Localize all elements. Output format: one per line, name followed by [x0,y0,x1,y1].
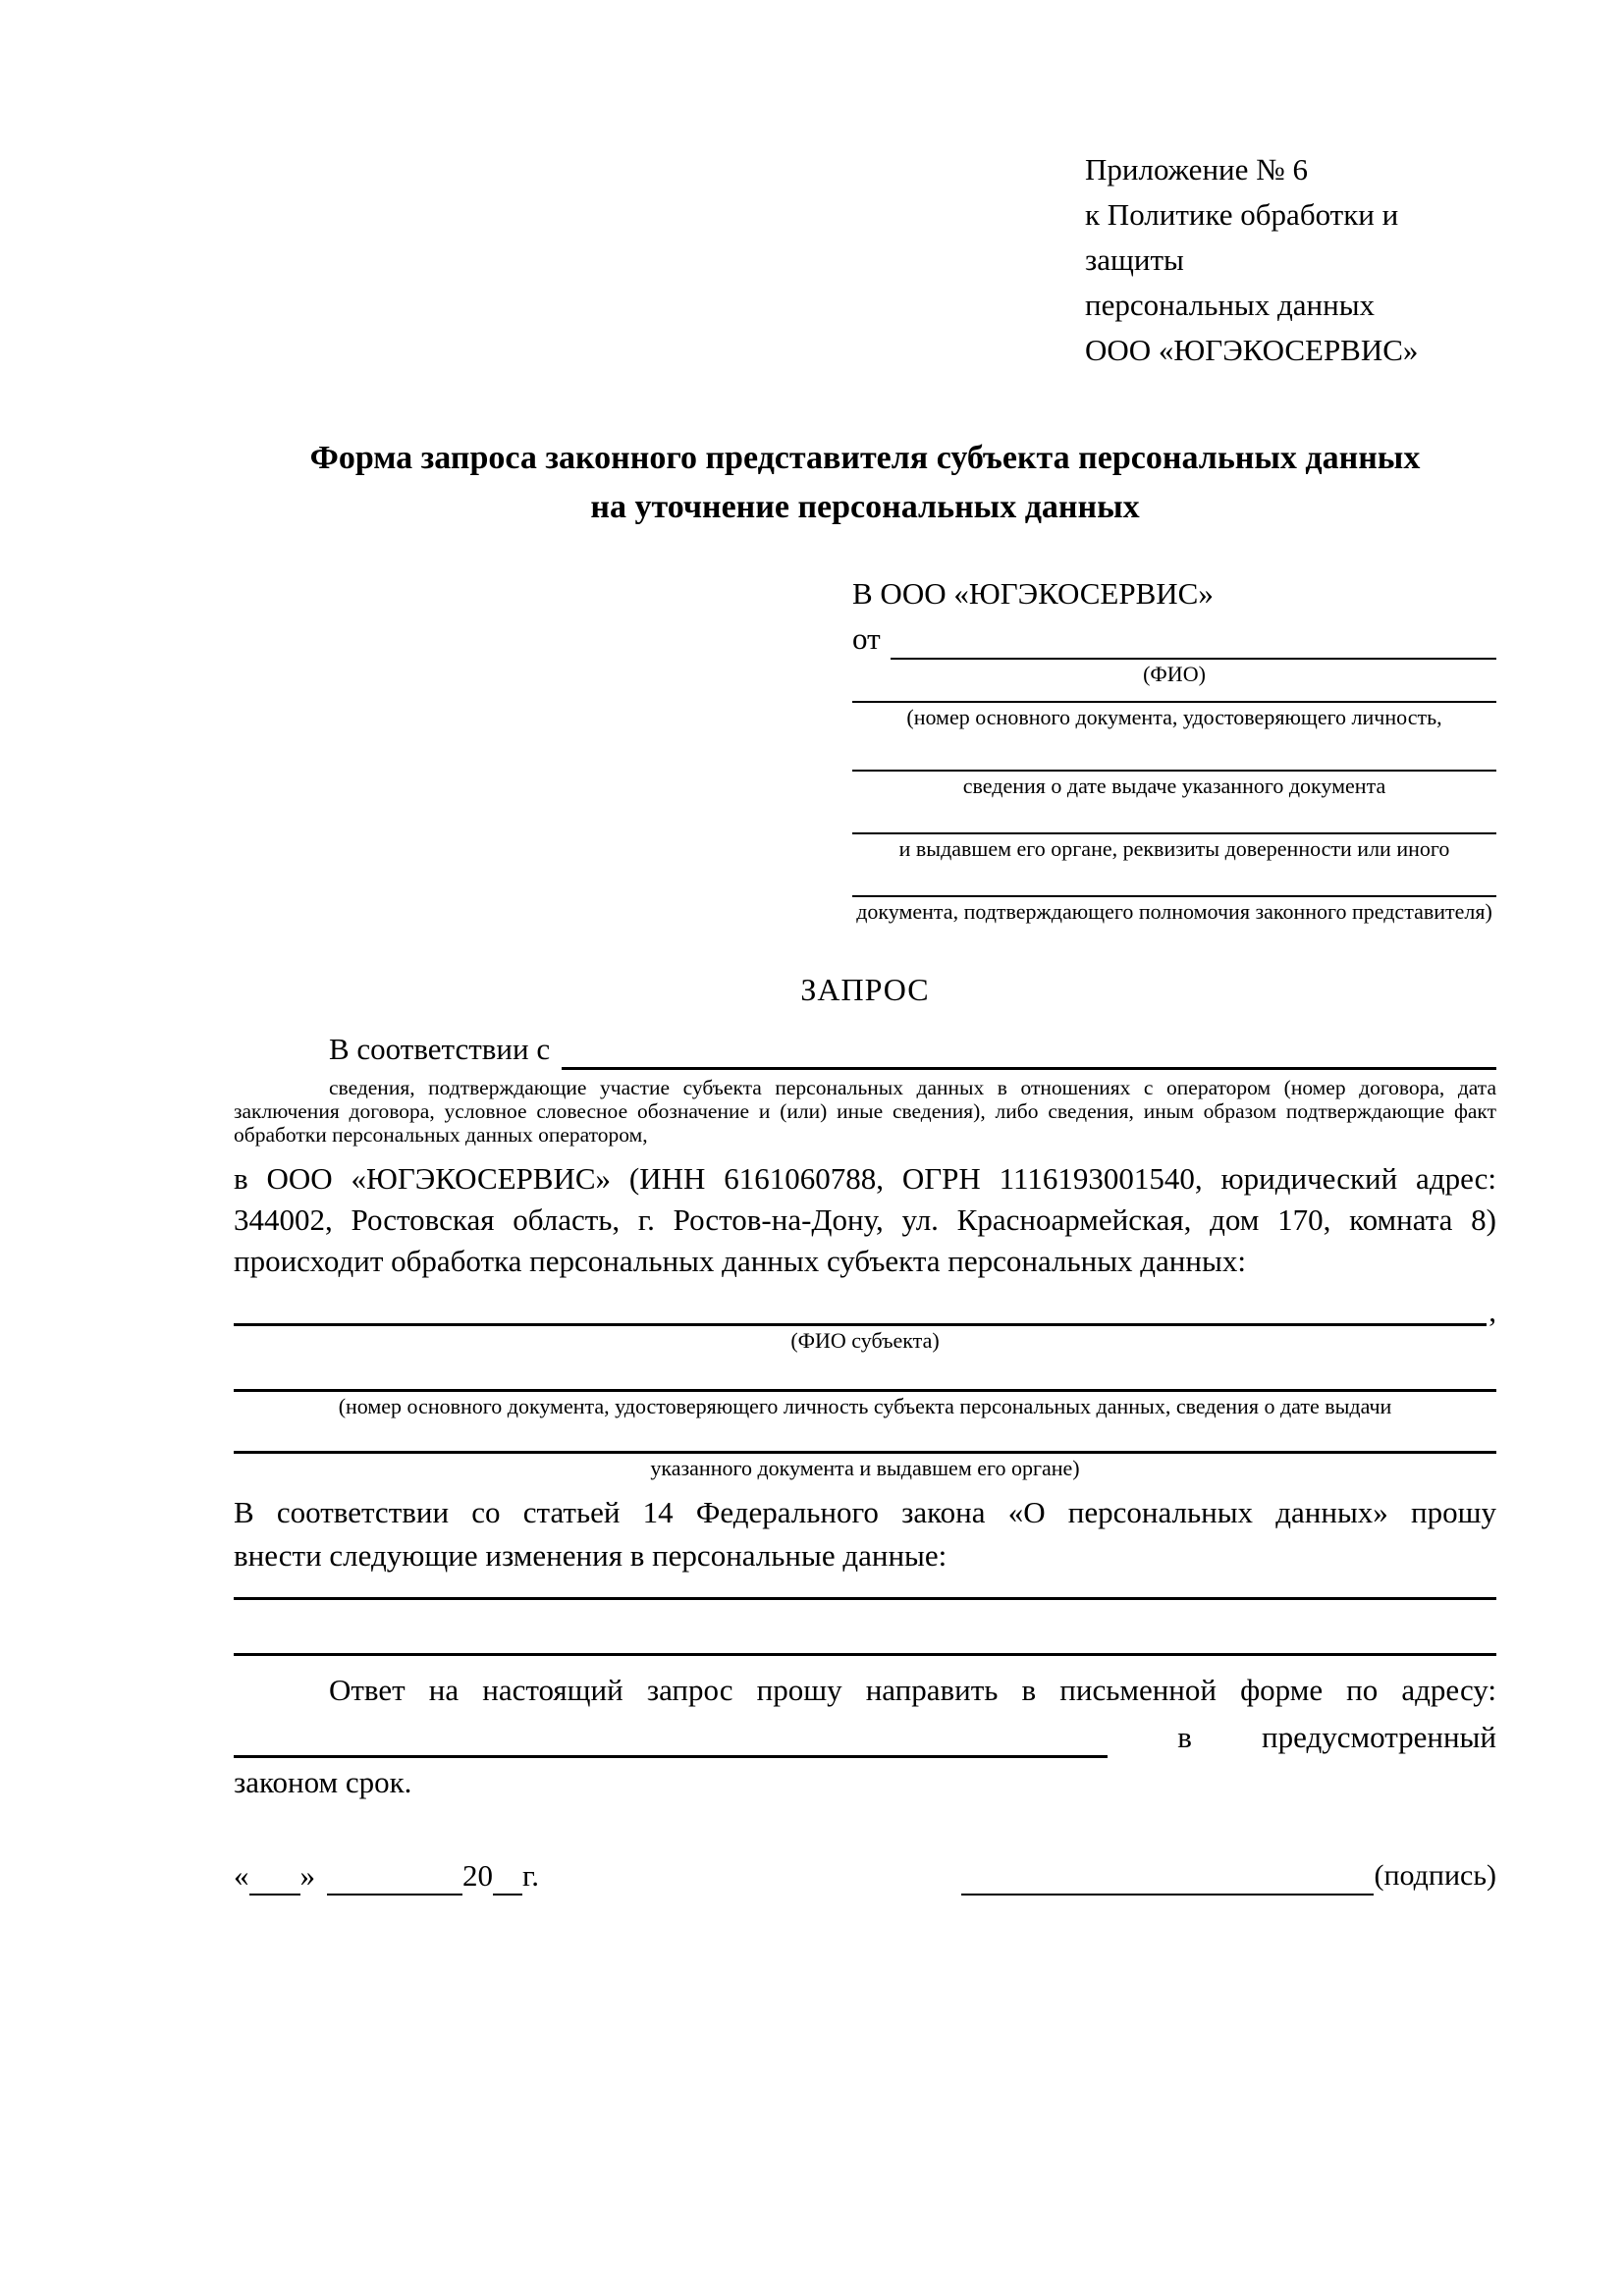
document-content [234,0,1496,1896]
fio-caption: (ФИО) [1143,662,1206,686]
appendix-line-3: персональных данных [1085,288,1376,322]
changes-blank-field-2 [234,1600,1496,1656]
answer-word-in: в [1177,1720,1192,1754]
subject-document-caption-2: указанного документа и выдавшем его органе) [650,1456,1080,1480]
operator-line-1: в ООО «ЮГЭКОСЕРВИС» (ИНН 6161060788, ОГРН 1116193001540, юридический адрес: [234,1161,1496,1196]
signature-field [961,1856,1496,1896]
subject-fio-blank-field [234,1282,1487,1326]
subject-document-blank-field-2 [234,1421,1496,1454]
date-field [234,1856,539,1896]
form-title-line-1: Форма запроса законного представителя субъекта персональных данных [309,440,1421,476]
answer-address-blank-field [234,1716,1108,1758]
quote-close: » [299,1858,315,1893]
authority-document-blank-field [852,864,1496,897]
appendix-line-2: к Политике обработки и защиты [1085,197,1399,277]
appendix-note [1085,0,1496,373]
year-prefix: 20 [462,1858,493,1893]
authority-document-caption: документа, подтверждающего полномочия законного представителя) [856,899,1492,924]
addressee-block [852,573,1496,927]
document-number-caption: (номер основного документа, удостоверяющего личность, [906,705,1442,729]
form-title [234,434,1496,532]
trailing-comma: , [1489,1294,1496,1328]
issue-date-blank-field [852,732,1496,772]
request-heading: ЗАПРОС [800,972,930,1007]
operator-line-2: 344002, Ростовская область, г. Ростов-на-Дону, ул. Красноармейская, дом 170, комната 8) [234,1202,1496,1237]
accordance-label: В соответствии с [329,1032,551,1066]
subject-fio-row [234,1282,1496,1326]
subject-document-blank-field [234,1356,1496,1392]
accordance-row [234,1027,1496,1070]
answer-address-row [234,1715,1496,1758]
from-name-blank-field [891,618,1496,660]
document-number-blank-field [852,689,1496,703]
law-paragraph-line-1: В соответствии со статьей 14 Федерального закона «О персональных данных» прошу [234,1495,1496,1529]
date-signature-row [234,1856,1496,1896]
year-suffix: г. [522,1858,539,1893]
from-label: от [852,621,881,656]
operator-paragraph [234,1158,1496,1282]
signature-blank-field [961,1858,1374,1896]
issuing-authority-blank-field [852,801,1496,834]
quote-open: « [234,1858,249,1893]
day-blank-field [249,1860,300,1896]
signature-caption: (подпись) [1374,1859,1496,1892]
addressee-from-row [852,614,1496,660]
issuing-authority-caption: и выдавшем его органе, реквизиты доверенности или иного [898,836,1450,861]
appendix-line-1: Приложение № 6 [1085,152,1308,187]
law-paragraph-line-2: внести следующие изменения в персональные данные: [234,1538,947,1573]
appendix-line-4: ООО «ЮГЭКОСЕРВИС» [1085,333,1419,367]
changes-blank-field-1 [234,1577,1496,1600]
accordance-blank-field [562,1028,1496,1070]
operator-line-3: происходит обработка персональных данных субъекта персональных данных: [234,1244,1246,1278]
answer-paragraph-line-1: Ответ на настоящий запрос прошу направить в письменной форме по адресу: [329,1673,1496,1707]
subject-document-caption-1: (номер основного документа, удостоверяющего личность субъекта персональных данных, сведения о дате выдачи [338,1394,1392,1418]
answer-word-stipulated: предусмотренный [1262,1720,1496,1754]
footnote-text: сведения, подтверждающие участие субъекта персональных данных в отношениях с оператором (номер договора, дата заключения договора, условное словесное обозначение и (или) иные сведения), либо сведения, иным образом подтверждающие факт обработки персональных данных оператором, [234,1076,1496,1147]
subject-fio-caption: (ФИО субъекта) [790,1328,940,1353]
answer-paragraph-line-3: законом срок. [234,1765,412,1799]
form-title-line-2: на уточнение персональных данных [590,489,1140,525]
year-blank-field [493,1860,522,1896]
addressee-to: В ООО «ЮГЭКОСЕРВИС» [852,576,1214,611]
issue-date-caption: сведения о дате выдаче указанного документа [962,774,1386,798]
month-blank-field [327,1860,462,1896]
